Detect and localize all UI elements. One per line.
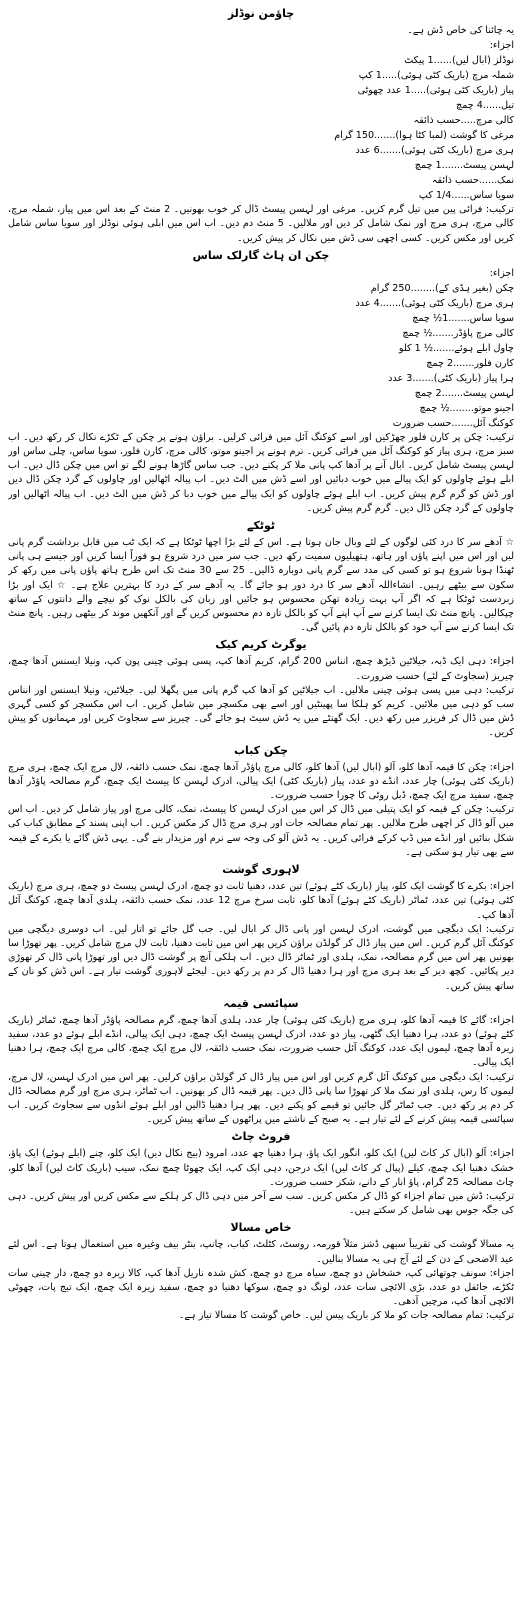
ingredient-item: سویا ساس......1/4 کپ [418,190,514,202]
recipe-method: ترکیب: ڈش میں تمام اجزاء کو ڈال کر مکس کریں۔ سب سے آخر میں دہی ڈال کر ہلکے سے مکس کریں اور پیش کریں۔ دہی کی جگہ جوس بھی شامل کر سکتے ہیں۔ [8,1190,514,1217]
recipe-ingredients: اجزاء: بکرے کا گوشت ایک کلو، پیاز (باریک کٹے ہوئے) تین عدد، دھنیا ثابت دو چمچ، ادرک لہسن پیسٹ دو چمچ، ہری مرچ (باریک کٹی ہوئی) تین عدد، ٹماٹر (باریک کٹے ہوئے) آدھا کلو، ثابت سرخ مرچ 12 عدد، نمک حسب ذائقہ، ہلدی آدھا چمچ، کوکنگ آئل آدھا کپ۔ [8,881,514,921]
recipe-method: ترکیب: ایک دیگچی میں گوشت، ادرک لہسن اور پانی ڈال کر ابال لیں۔ جب گل جائے تو اتار لیں۔ اب دوسری دیگچی میں کوکنگ آئل گرم کریں۔ اس میں پیاز ڈال کر گولڈن براؤن کریں پھر اس میں ثابت دھنیا، ثابت لال مرچ شامل کریں۔ پھر تھوڑا سا بھونیں پھر اس میں گرم مصالحہ، نمک، ہلدی اور ٹماٹر ڈال دیں۔ اب ہلکی آنچ پر گوشت ڈال دیں اور تھوڑا پانی ڈال کر تھوڑی دیر پکائیں۔ کچھ دیر کے بعد ہری مرچ اور ہرا دھنیا ڈال کر دم پر رکھ دیں۔ لیجئے لاہوری گوشت تیار ہے۔ اس ڈش کو نان کے ساتھ پیش کریں۔ [8,923,514,992]
recipe-ingredients: اجزاء: سونف چوتھائی کپ، خشخاش دو چمچ، سیاہ مرچ دو چمچ، کش شدہ ناریل آدھا کپ، کالا زیرہ دو چمچ، دار چینی سات ٹکڑے، جائفل دو عدد، بڑی الائچی سات عدد، لونگ دو چمچ، سوکھا دھنیا دو چمچ، سفید زیرہ ایک چمچ، ایک تیج پات، چھوٹی الائچی آدھا کپ، مرچیں آدھی۔ [8,1267,514,1308]
recipe-title: چاؤمن نوڈلز [227,7,295,20]
recipe-title: لاہوری گوشت [222,863,300,877]
recipe-title: چکن کباب [233,743,289,757]
recipe-title: یوگرٹ کریم کیک [215,638,307,652]
recipe-title: سپائسی قیمہ [223,996,299,1010]
ingredient-item: پیاز (باریک کٹی ہوئی).....1 عدد چھوٹی [357,85,514,97]
ingredient-item: چاول ابلے ہوئے.......½ 1 کلو [398,342,514,354]
recipe-method: ترکیب: فرائی پین میں تیل گرم کریں۔ مرغی اور لہسن پیسٹ ڈال کر خوب بھونیں۔ 2 منٹ کے بعد اس میں پیاز، شملہ مرچ، کالی مرچ، ہری مرچ اور نمک شامل کر دیں اور ملالیں۔ 5 منٹ دم دیں۔ اب اس میں ابلی ہوئی نوڈلز اور سویا ساس شامل کریں اور مکس کریں۔ کسی اچھی سی ڈش میں نکال کر پیش کریں۔ [8,204,514,244]
recipe-ingredients: اجزاء: گائے کا قیمہ آدھا کلو، ہری مرچ (باریک کٹی ہوئی) چار عدد، ہلدی آدھا چمچ، گرم مصالحہ پاؤڈر آدھا چمچ، ٹماٹر (باریک کٹے ہوئے) دو عدد، ہرا دھنیا ایک گٹھی، پیاز دو عدد، ادرک لہسن پیسٹ ایک چمچ، دہی ایک پیالی، انڈے ابلے ہوئے دو عدد، سفید زیرہ آدھا چمچ، لیموں ایک عدد، کوکنگ آئل حسب ضرورت، نمک حسب ذائقہ، لال مرچ ایک چمچ، کالی مرچ ایک چمچ، ہرا دھنیا ایک پیالی۔ [8,1014,514,1069]
ingredient-item: شملہ مرچ (باریک کٹی ہوئی).....1 کپ [358,70,514,82]
recipe-title: چکن ان ہاٹ گارلک ساس [192,248,330,262]
ingredient-item: چکن (بغیر ہڈی کے)........250 گرام [370,282,514,294]
ingredient-item: مرغی کا گوشت (لمبا کٹا ہوا).......150 گرام [334,130,514,142]
ingredient-item: لہسن پیسٹ.......2 چمچ [414,387,514,399]
ingredient-item: کارن فلور.......2 چمچ [426,357,514,369]
recipe-method: ترکیب: چکن کے قیمہ کو ایک پتیلی میں ڈال کر اس میں ادرک لہسن کا پیسٹ، نمک، کالی مرچ اور پیاز شامل کر دیں۔ اب اس میں آلو ڈال کر اچھی طرح ملالیں۔ پھر تمام مصالحہ جات اور ہری مرچ ڈال کر مکس کریں۔ اب اپنی پسند کے مطابق کباب کی شکل بنائیں اور انڈے میں ڈپ کرکے فرائی کریں۔ یہ ڈش آلو کی وجہ سے نرم اور مزیدار بنے گی۔ یہی ڈش گائے یا بکرے کے قیمہ سے بھی تیار ہو سکتی ہے۔ [8,804,514,858]
recipe-intro: یہ مسالا گوشت کی تقریباً سبھی ڈشز مثلاً قورمہ، روسٹ، کٹلٹ، کباب، چانپ، بنٹر بیف وغیرہ میں استعمال ہوتا ہے۔ اس لئے عید الاضحی کے دن کے لئے آج ہی یہ مسالا بنالیں۔ [8,1239,514,1265]
recipe-ingredients: اجزاء: دہی ایک ڈبہ، جیلاٹین ڈیڑھ چمچ، انناس 200 گرام، کریم آدھا کپ، پسی ہوئی چینی پون کپ، ونیلا ایسنس آدھا چمچ، چیریز (سجاوٹ کے لئے) حسب ضرورت۔ [8,656,514,682]
tips-text: ☆ آدھے سر کا درد کئی لوگوں کے لئے وبال جان ہوتا ہے۔ اس کے لئے بڑا اچھا ٹوٹکا ہے کہ ایک ٹب میں قابل برداشت گرم پانی لیں اور اس میں اپنے پاؤں اور ہاتھ، ہتھیلیوں سمیت رکھ دیں۔ جب سر میں درد شروع ہو فوراً ایسا کریں اور جیسے ہی پانی ٹھنڈا ہونا شروع ہو تو کسی کی مدد سے گرم پانی دوبارہ ڈالیں۔ 25 سے 30 منٹ تک اس طرح ہاتھ پاؤں پانی میں رکھ کر سکون سے بیٹھے رہیں۔ انشاءاللہ آدھے سر کا درد دور ہو جائے گا۔ یہ آدھے سر کے درد کا بہترین علاج ہے۔ ☆ ایک اور بڑا زبردست ٹوٹکا ہے کہ اگر آپ بہت زیادہ تھکن محسوس ہو جائیں اور زبان کی بالکل نوک کو نیچے والے دانتوں کے ساتھ چپکالیں۔ پانچ منٹ تک ایسا کرنے سے آپ اپنے آپ کو بالکل تازہ دم محسوس کریں گے اور آنکھیں موند کر بیٹھی رہیں۔ پانچ منٹ تک ایسا کرنے سے آپ خود کو بالکل تازہ دم پائیں گی۔ [8,537,514,634]
ingredients-label: اجزاء: [489,40,514,52]
ingredient-item: سویا ساس.......1½ چمچ [412,312,514,324]
ingredient-item: لہسن پیسٹ.......1 چمچ [414,160,514,172]
recipe-method: ترکیب: چکن پر کارن فلور چھڑکیں اور اسے کوکنگ آئل میں فرائی کرلیں۔ براؤن ہونے پر چکن کے ٹکڑے نکال کر رکھ دیں۔ اب سبز مرچ، ہری پیاز کو کوکنگ آئل میں فرائی کریں۔ نرم ہونے پر اجینو موتو، کالی مرچ، کارن فلور، سویا ساس، چلی ساس اور لہسن پیسٹ شامل کریں۔ ابال آنے پر آدھا کپ پانی ملا کر پکنے دیں۔ جب ساس گاڑھا ہونے لگے تو اس میں چکن ڈال دیں۔ اب ابلے ہوئے چاولوں کو ایک پیالے میں خوب دبائیں اور اسے ڈش میں الٹ دیں۔ اب پیالہ اٹھالیں اور چاولوں کے گرد چکن ڈال دیں اور ڈش کو گرم گرم پیش کریں۔ اب ابلے ہوئے چاولوں کو ایک پیالے میں خوب دبا کر ڈش میں الٹ دیں۔ اب پیالہ اٹھالیں اور چاولوں کے گرد چکن ڈال دیں۔ گرم گرم پیش کریں۔ [8,431,514,514]
section-title: ٹوٹکے [247,519,275,533]
recipe-method: ترکیب: ایک دیگچی میں کوکنگ آئل گرم کریں اور اس میں پیاز ڈال کر گولڈن براؤن کرلیں۔ پھر اس میں ادرک لہسن، لال مرچ، لیموں کا رس، ہلدی اور نمک ملا کر تھوڑا سا پانی ڈال دیں۔ پھر قیمہ ڈال کر بھونیں۔ اب ٹماٹر، ہری مرچ اور گرم مصالحہ ڈال کر دم پر رکھ دیں۔ جب ٹماٹر گل جائیں تو قیمے کو پکنے دیں۔ پھر ہرا دھنیا ڈالیں اور ابلے ہوئے انڈوں سے سجاوٹ کریں۔ اب سپائسی قیمہ پیش کرنے کے لئے تیار ہے۔ یہ صبح کے ناشتے میں پراٹھوں کے ساتھ پیش کریں۔ [8,1071,514,1126]
ingredient-item: ہری مرچ (باریک کٹی ہوئی).......4 عدد [355,297,514,309]
recipe-title: فروٹ چاٹ [231,1130,291,1144]
recipe-method: ترکیب: دہی میں پسی ہوئی چینی ملالیں۔ اب جیلاٹین کو آدھا کپ گرم پانی میں پگھلا لیں۔ جیلاٹین، ونیلا ایسنس اور انناس سب کو دہی میں ملائیں۔ کریم کو ہلکا سا پھینٹیں اور اسے بھی مکسچر میں شامل کریں۔ اب اس مکسچر کو کسی گہری ڈش میں ڈال کر فریزر میں رکھ دیں۔ ایک گھنٹے میں یہ ڈش سیٹ ہو جائے گی۔ چیریز سے سجاوٹ کریں اور مہمانوں کو پیش کریں۔ [8,684,514,739]
recipe-ingredients: اجزاء: چکن کا قیمہ آدھا کلو، آلو (ابال لیں) آدھا کلو، کالی مرچ پاؤڈر آدھا چمچ، نمک حسب ذائقہ، لال مرچ ایک چمچ، ہری مرچ (باریک کٹی ہوئی) چار عدد، انڈے دو عدد، پیاز (باریک کٹی) ایک پیالی، ادرک لہسن کا پیسٹ ایک چمچ، گرم مصالحہ پاؤڈر آدھا چمچ، سفید مرچ ایک چمچ، ڈبل روٹی کا چورا حسب ضرورت۔ [8,761,514,802]
ingredient-item: تیل......4 چمچ [456,100,514,112]
recipe-intro: یہ چائنا کی خاص ڈش ہے۔ [407,25,514,36]
recipe-title: خاص مسالا [230,1221,292,1235]
ingredient-item: کالی مرچ پاؤڈر.......½ چمچ [402,327,514,339]
ingredient-item: کوکنگ آئل.......حسب ضرورت [392,417,514,429]
ingredient-item: کالی مرچ.....حسب ذائقہ [413,115,514,127]
ingredients-label: اجزاء: [489,267,514,279]
ingredient-item: اجینو موتو........½ چمچ [419,402,514,414]
ingredient-item: نمک......حسب ذائقہ [431,175,514,187]
ingredient-item: نوڈلز (ابال لیں)......1 پیکٹ [404,55,514,67]
ingredient-item: ہرا پیاز (باریک کٹی).......3 عدد [388,372,514,384]
recipe-ingredients: اجزاء: آلو (ابال کر کاٹ لیں) ایک کلو، انگور ایک پاؤ، ہرا دھنیا چھ عدد، امرود (بیج نکال دیں) ایک کلو، چنے (ابلے ہوئے) ایک پاؤ، خشک دھنیا ایک چمچ، کیلے (پیال کر کاٹ لیں) ایک درجن، دہی ایک کپ، ایک چھوٹا چمچ نمک، سیب (باریک کاٹ لیں) آدھا کلو، چاٹ مصالحہ 25 گرام، پاؤ انار کے دانے، شکر حسب ضرورت۔ [8,1148,514,1188]
recipe-method: ترکیب: تمام مصالحہ جات کو ملا کر باریک پیس لیں۔ خاص گوشت کا مسالا تیار ہے۔ [178,1310,514,1322]
ingredient-item: ہری مرچ (باریک کٹی ہوئی).......6 عدد [355,145,514,157]
